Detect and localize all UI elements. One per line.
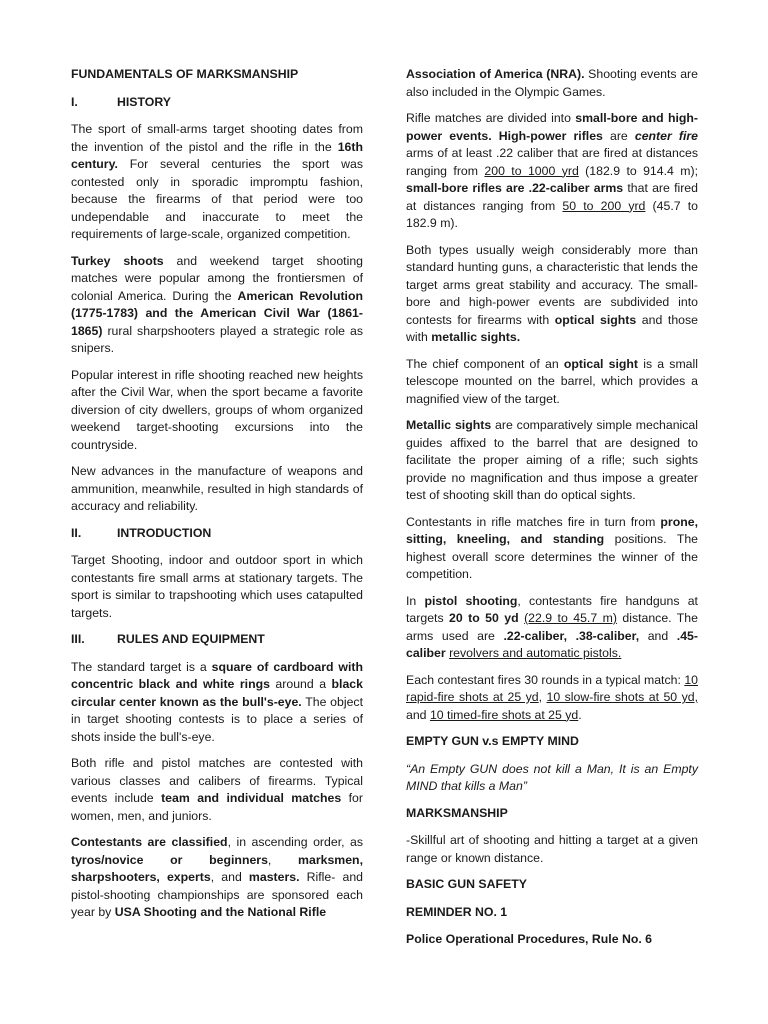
paragraph-rifle-matches: Rifle matches are divided into small-bore and high-power events. High-power rifles are center fire arms of at least .22 caliber that are fired at distances ranging from 200 to 1000 yrd (182.9 to 914.4 m); small-bore rifles are .22-caliber arms that are fired at distances ranging from 50 to 200 yrd (45.7 to 182.9 m). — [406, 111, 699, 230]
heading-marksmanship: MARKSMANSHIP — [406, 805, 508, 820]
section-history-heading — [71, 94, 363, 112]
section-number: III. — [71, 632, 85, 646]
paragraph-optical-sight: The chief component of an optical sight is a small telescope mounted on the barrel, which provides a magnified view of the target. — [406, 356, 698, 406]
paragraph-classification: Contestants are classified, in ascending order, as tyros/novice or beginners, marksmen, sharpshooters, experts, and masters. Rifle- and pistol-shooting championships are sponsored each year by USA Shooting and the National Rifle — [71, 835, 364, 919]
section-rules-heading — [71, 631, 363, 649]
paragraph-metallic-sights: Metallic sights are comparatively simple mechanical guides affixed to the barrel that are designed to facilitate the proper aiming of a rifle; such sights provide no magnification and thus impose a greater test of shooting skill than do optical sights. — [406, 418, 699, 502]
paragraph-standard-target: The standard target is a square of cardboard with concentric black and white rings around a black circular center known as the bull's-eye. The object in target shooting contests is to place a series of shots inside the bull's-eye. — [71, 659, 363, 744]
document-title: FUNDAMENTALS OF MARKSMANSHIP — [71, 67, 299, 81]
definition-marksmanship: -Skillful art of shooting and hitting a target at a given range or known distance. — [406, 833, 698, 865]
heading-empty-gun: EMPTY GUN v.s EMPTY MIND — [406, 734, 579, 748]
paragraph-introduction: Target Shooting, indoor and outdoor sport in which contestants fire small arms at stationary targets. The sport is similar to trapshooting which uses catapulted targets. — [71, 553, 363, 620]
quote-empty-mind: “An Empty GUN does not kill a Man, It is an Empty MIND that kills a Man” — [406, 761, 698, 793]
paragraph-nra: Association of America (NRA). Shooting events are also included in the Olympic Games. — [406, 67, 698, 99]
paragraph-pistol-shooting: In pistol shooting, contestants fire handguns at targets 20 to 50 yd (22.9 to 45.7 m) distance. The arms used are .22-caliber, .38-caliber, and .45-caliber revolvers and automatic pistols. — [406, 593, 698, 660]
paragraph-both-types: Both types usually weigh considerably more than standard hunting guns, a characteristic that lends the target arms great stability and accuracy. The small-bore and high-power events are subdivided into contests for firearms with optical sights and those with metallic sights. — [406, 242, 698, 344]
paragraph-rounds: Each contestant fires 30 rounds in a typical match: 10 rapid-fire shots at 25 yd, 10 slow-fire shots at 50 yd, and 10 timed-fire shots at 25 yd. — [406, 672, 698, 722]
section-title: INTRODUCTION — [117, 525, 212, 540]
paragraph-popular-interest: Popular interest in rifle shooting reached new heights after the Civil War, when the sport became a favorite diversion of city dwellers, groups of whom organized weekend target-shooting excursions into the countryside. — [71, 367, 363, 452]
right-column — [406, 66, 698, 959]
section-title: HISTORY — [117, 94, 171, 109]
heading-reminder: REMINDER NO. 1 — [406, 904, 508, 919]
paragraph-turkey-shoots: Turkey shoots and weekend target shooting matches were popular among the frontiersmen of colonial America. During the American Revolution (1775-1783) and the American Civil War (1861-1865) rural sharpshooters played a strategic role as snipers. — [71, 253, 363, 355]
heading-basic-gun-safety: BASIC GUN SAFETY — [406, 877, 527, 891]
section-title: RULES AND EQUIPMENT — [117, 632, 265, 646]
heading-police-procedures: Police Operational Procedures, Rule No. 6 — [406, 932, 653, 946]
paragraph-new-advances: New advances in the manufacture of weapons and ammunition, meanwhile, resulted in high standards of accuracy and reliability. — [71, 464, 363, 513]
left-column — [71, 66, 363, 931]
section-number: I. — [71, 94, 78, 109]
section-introduction-heading — [71, 525, 363, 543]
paragraph-matches: Both rifle and pistol matches are contested with various classes and calibers of firearms. Typical events include team and individual matches for women, men, and juniors. — [71, 756, 363, 823]
paragraph-positions: Contestants in rifle matches fire in turn from prone, sitting, kneeling, and standing positions. The highest overall score determines the winner of the competition. — [406, 514, 699, 581]
paragraph-origin: The sport of small-arms target shooting dates from the invention of the pistol and the rifle in the 16th century. For several centuries the sport was contested only in sporadic impromptu fashion, because the firearms of that period were too undependable and inaccurate to meet the requirements of large-scale, organized competition. — [71, 122, 363, 241]
section-number: II. — [71, 525, 82, 540]
